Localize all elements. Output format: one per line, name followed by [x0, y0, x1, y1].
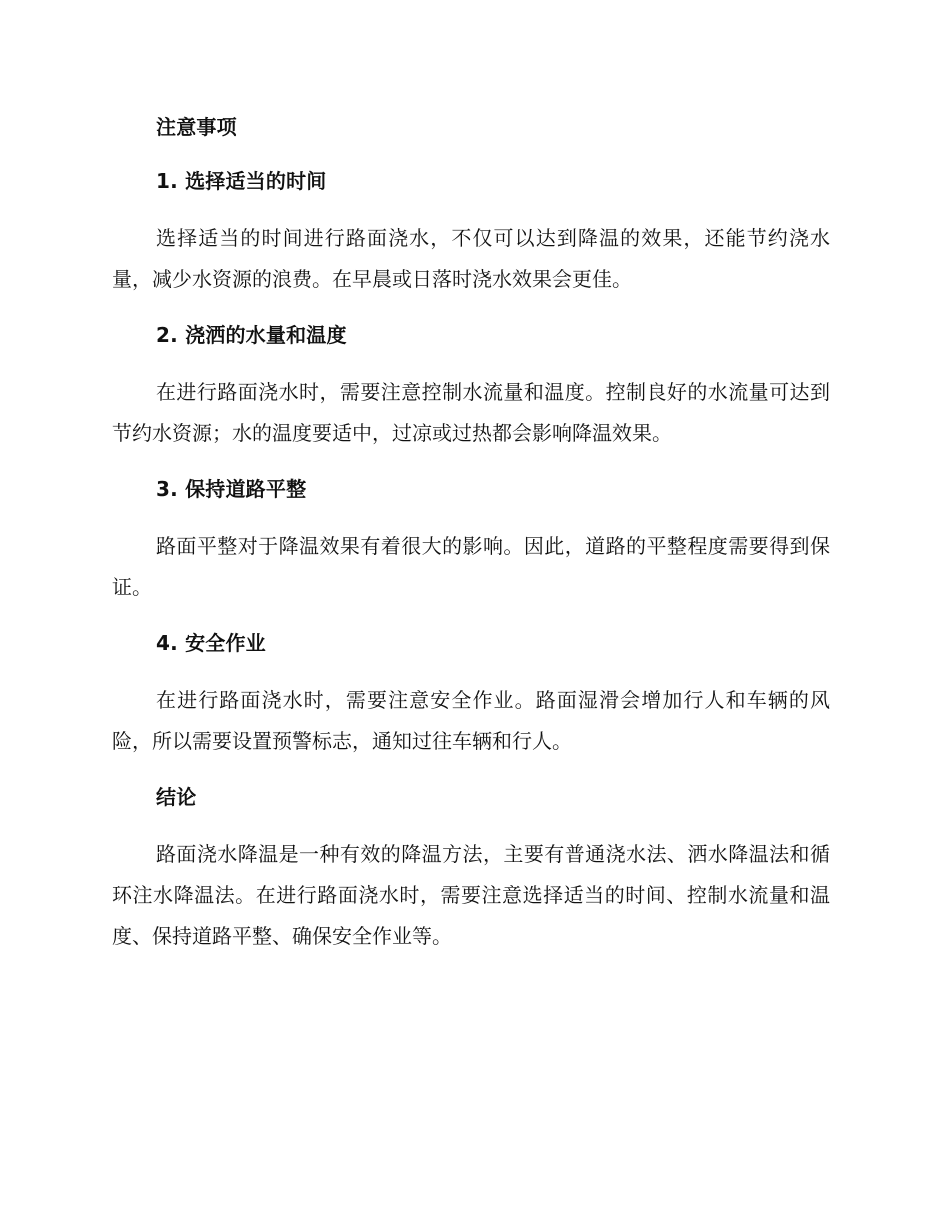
conclusion-heading: 结论	[156, 785, 197, 809]
section-heading-water: 2. 浇洒的水量和温度	[156, 323, 347, 347]
section-heading-safety: 4. 安全作业	[156, 631, 266, 655]
section-paragraph-road: 路面平整对于降温效果有着很大的影响。因此，道路的平整程度需要得到保证。	[112, 534, 830, 599]
document-body	[112, 110, 830, 975]
section-heading-time: 1. 选择适当的时间	[156, 169, 327, 193]
section-paragraph-time: 选择适当的时间进行路面浇水，不仅可以达到降温的效果，还能节约浇水量，减少水资源的浪费。在早晨或日落时浇水效果会更佳。	[112, 226, 830, 291]
main-heading: 注意事项	[156, 115, 237, 139]
section-paragraph-water: 在进行路面浇水时，需要注意控制水流量和温度。控制良好的水流量可达到节约水资源；水的温度要适中，过凉或过热都会影响降温效果。	[112, 380, 830, 445]
conclusion-paragraph: 路面浇水降温是一种有效的降温方法，主要有普通浇水法、洒水降温法和循环注水降温法。在进行路面浇水时，需要注意选择适当的时间、控制水流量和温度、保持道路平整、确保安全作业等。	[112, 842, 830, 948]
section-paragraph-safety: 在进行路面浇水时，需要注意安全作业。路面湿滑会增加行人和车辆的风险，所以需要设置预警标志，通知过往车辆和行人。	[112, 688, 830, 753]
section-heading-road: 3. 保持道路平整	[156, 477, 307, 501]
